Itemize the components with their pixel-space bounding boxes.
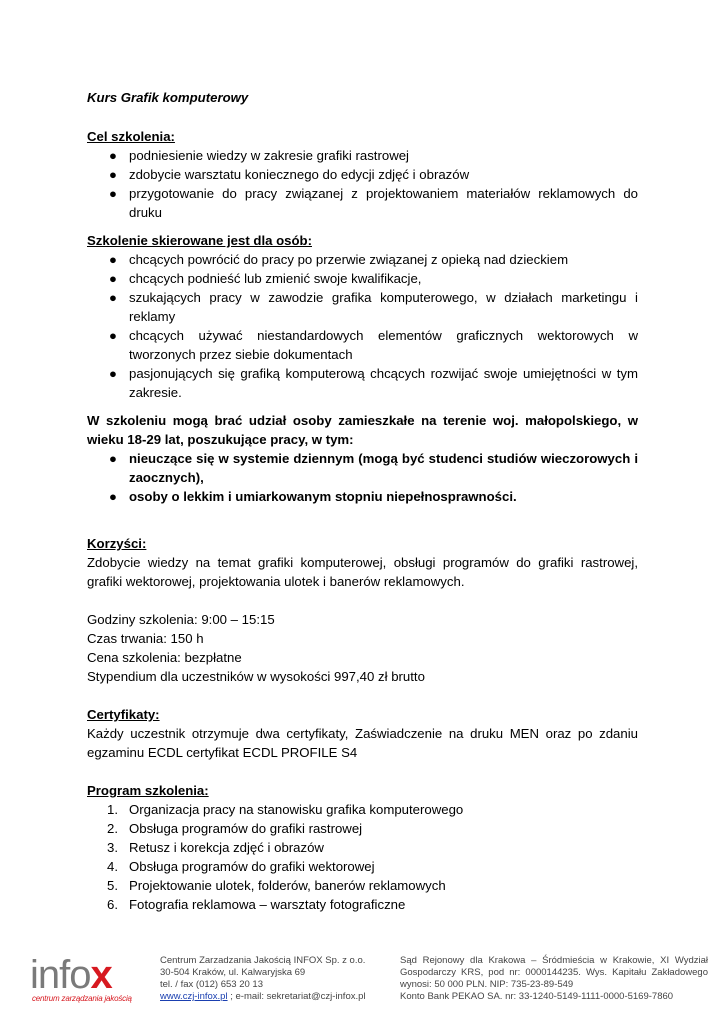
goal-list — [87, 146, 638, 222]
certificates-text: Każdy uczestnik otrzymuje dwa certyfikaty, Zaświadczenie na druku MEN oraz po zdaniu egzaminu ECDL certyfikat ECDL PROFILE S4 — [87, 726, 638, 760]
list-item: 1. Organizacja pracy na stanowisku grafika komputerowego — [107, 802, 464, 817]
section-heading-target: Szkolenie skierowane jest dla osób: — [87, 233, 312, 248]
list-item: ● szukających pracy w zawodzie grafika komputerowego, w działach marketingu i reklamy — [109, 290, 638, 324]
training-hours: Godziny szkolenia: 9:00 – 15:15 — [87, 612, 275, 627]
company-address: 30-504 Kraków, ul. Kalwaryjska 69 — [160, 967, 306, 978]
document-title: Kurs Grafik komputerowy — [87, 90, 249, 105]
list-item: ● chcących używać niestandardowych elementów graficznych wektorowych w tworzonych przez siebie dokumentach — [109, 328, 638, 362]
bullet-icon: ● — [109, 271, 117, 286]
document-body — [87, 88, 638, 914]
footer-legal — [400, 955, 708, 1003]
training-duration: Czas trwania: 150 h — [87, 631, 204, 646]
target-list — [87, 250, 638, 402]
company-phone: tel. / fax (012) 653 20 13 — [160, 979, 263, 990]
list-item: ● podniesienie wiedzy w zakresie grafiki rastrowej — [109, 148, 409, 163]
list-item: 3. Retusz i korekcja zdjęć i obrazów — [107, 840, 324, 855]
list-item: ● osoby o lekkim i umiarkowanym stopniu niepełnosprawności. — [109, 489, 517, 504]
list-item: 5. Projektowanie ulotek, folderów, banerów reklamowych — [107, 878, 446, 893]
footer-contact — [160, 955, 390, 1003]
eligibility-text: W szkoleniu mogą brać udział osoby zamieszkałe na terenie woj. małopolskiego, w wieku 18-29 lat, poszukujące pracy, w tym: — [87, 413, 638, 447]
bullet-icon: ● — [109, 489, 117, 504]
benefits-text: Zdobycie wiedzy na temat grafiki komputerowej, obsługi programów do grafiki rastrowej, grafiki wektorowej, projektowania ulotek i banerów reklamowych. — [87, 555, 638, 589]
bullet-icon: ● — [109, 328, 117, 343]
list-item: 4. Obsługa programów do grafiki wektorowej — [107, 859, 375, 874]
list-item: 2. Obsługa programów do grafiki rastrowej — [107, 821, 363, 836]
list-item: ● nieuczące się w systemie dziennym (mogą być studenci studiów wieczorowych i zaocznych), — [109, 451, 638, 485]
section-heading-benefits: Korzyści: — [87, 536, 147, 551]
infox-logo: infox centrum zarządzania jakością — [30, 953, 132, 1003]
company-name: Centrum Zarzadzania Jakością INFOX Sp. z o.o. — [160, 955, 366, 966]
section-heading-goal: Cel szkolenia: — [87, 129, 175, 144]
bullet-icon: ● — [109, 451, 117, 466]
bullet-icon: ● — [109, 148, 117, 163]
company-email: ; e-mail: sekretariat@czj-infox.pl — [227, 991, 366, 1002]
section-heading-certificates: Certyfikaty: — [87, 707, 160, 722]
bullet-icon: ● — [109, 186, 117, 201]
bullet-icon: ● — [109, 252, 117, 267]
program-list — [87, 800, 638, 914]
list-item: ● przygotowanie do pracy związanej z projektowaniem materiałów reklamowych do druku — [109, 186, 638, 220]
page-footer — [28, 955, 708, 1005]
bullet-icon: ● — [109, 167, 117, 182]
website-link[interactable]: www.czj-infox.pl — [160, 991, 228, 1002]
list-item: ● chcących powrócić do pracy po przerwie związanej z opieką nad dzieckiem — [109, 252, 569, 267]
list-item: ● chcących podnieść lub zmienić swoje kwalifikacje, — [109, 271, 422, 286]
training-stipend: Stypendium dla uczestników w wysokości 997,40 zł brutto — [87, 669, 425, 684]
eligibility-list — [87, 449, 638, 506]
list-item: ● zdobycie warsztatu koniecznego do edycji zdjęć i obrazów — [109, 167, 470, 182]
bank-account: Konto Bank PEKAO SA. nr: 33-1240-5149-1111-0000-5169-7860 — [400, 991, 674, 1002]
court-registration: Sąd Rejonowy dla Krakowa – Śródmieścia w Krakowie, XI Wydział Gospodarczy KRS, pod nr: 0000144235. Wys. Kapitału Zakładowego wynosi: 50 000 PLN. NIP: 735-23-89-549 — [400, 955, 708, 990]
bullet-icon: ● — [109, 290, 117, 305]
list-item: ● pasjonujących się grafiką komputerową chcących rozwijać swoje umiejętności w tym zakresie. — [109, 366, 638, 400]
bullet-icon: ● — [109, 366, 117, 381]
section-heading-program: Program szkolenia: — [87, 783, 209, 798]
training-price: Cena szkolenia: bezpłatne — [87, 650, 242, 665]
list-item: 6. Fotografia reklamowa – warsztaty fotograficzne — [107, 897, 406, 912]
